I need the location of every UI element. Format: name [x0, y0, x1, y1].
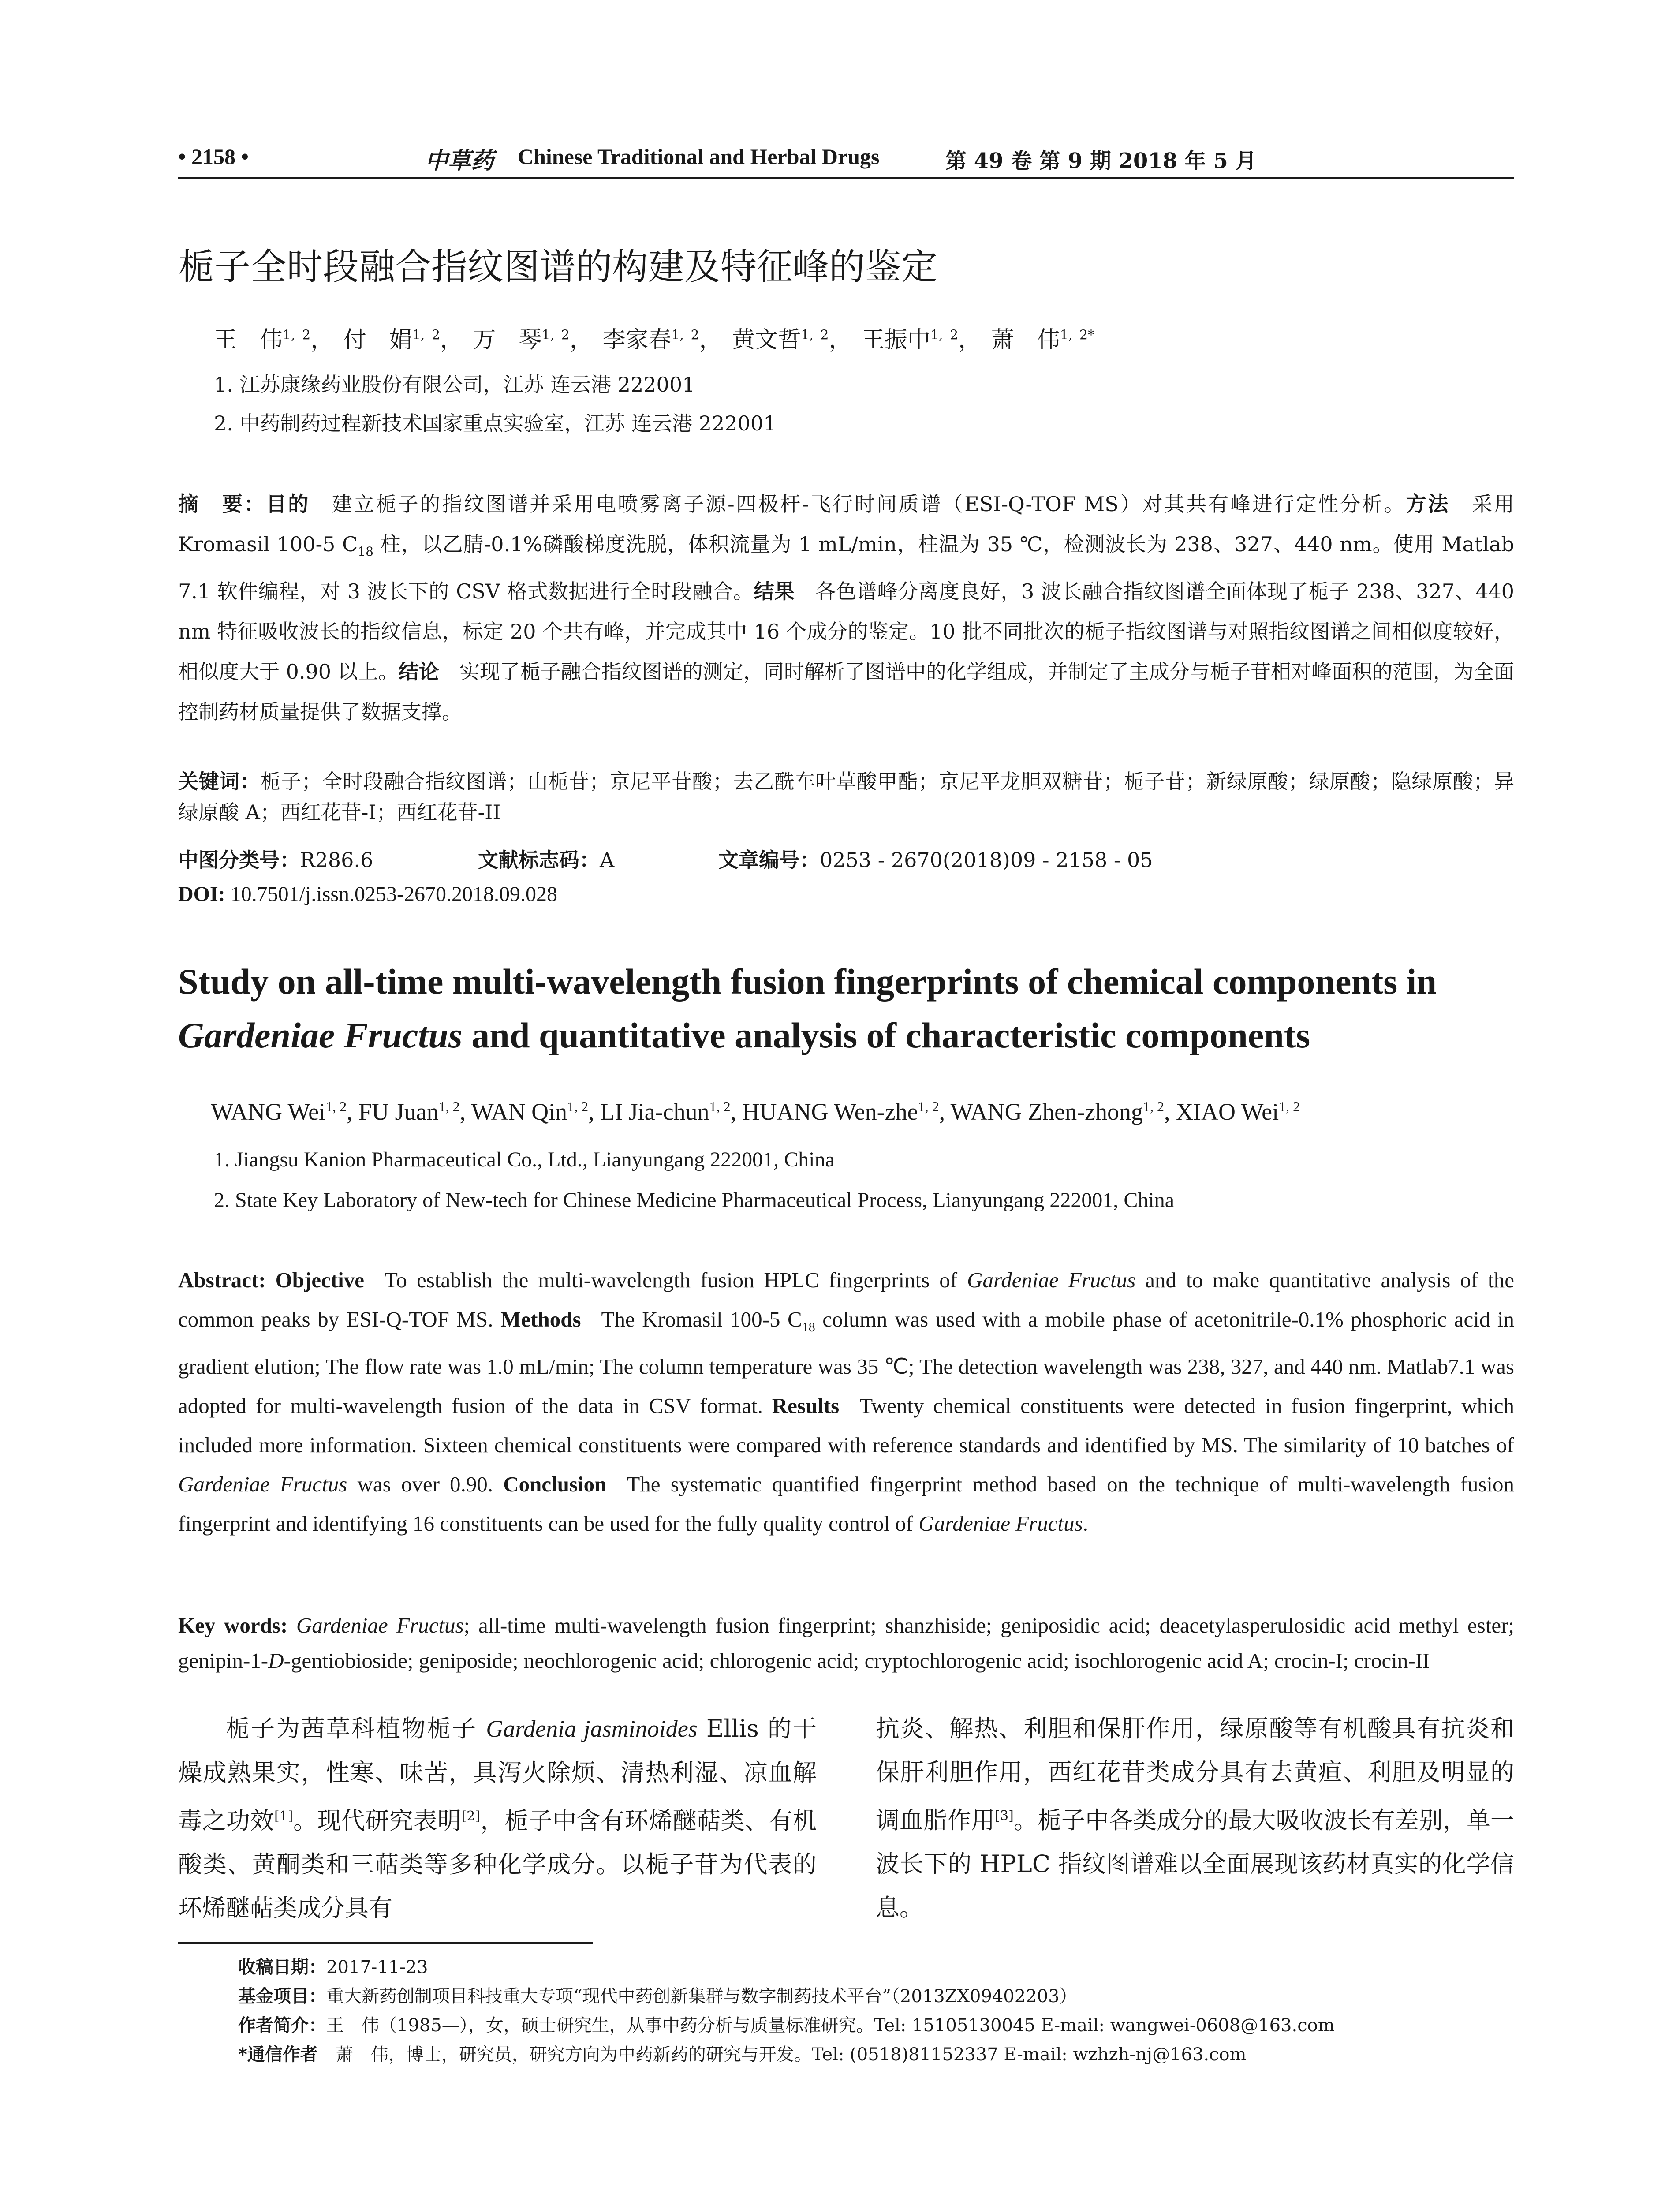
header-rule — [178, 177, 1514, 179]
author-en: WANG Zhen-zhong$^{1, 2}$ — [950, 1099, 1165, 1125]
conclusion-text: 实现了栀子融合指纹图谱的测定，同时解析了图谱中的化学组成，并制定了主成分与栀子苷相对峰面积的范围，为全面控制药材质量提供了数据支撑。 — [178, 660, 1515, 724]
keywords-zh — [178, 766, 1514, 828]
results-label: 结果 — [754, 579, 795, 604]
author-en: HUANG Wen-zhe$^{1, 2}$ — [742, 1099, 939, 1125]
methods-label: 方法 — [1406, 492, 1450, 516]
author-en: LI Jia-chun$^{1, 2}$ — [600, 1099, 731, 1125]
affiliation-en-1: 1. Jiangsu Kanion Pharmaceutical Co., Ltd., Lianyungang 222001, China — [214, 1148, 835, 1171]
body-column-right: 抗炎、解热、利胆和保肝作用，绿原酸等有机酸具有抗炎和保肝利胆作用，西红花苷类成分具有去黄疸、利胆及明显的调血脂作用[3]。栀子中各类成分的最大吸收波长有差别，单一波长下的 HPLC 指纹图谱难以全面展现该药材真实的化学信息。 — [876, 1715, 1515, 1921]
citation: [1] — [274, 1809, 293, 1824]
journal-title: Chinese Traditional and Herbal Drugs — [518, 144, 880, 169]
footnote-author: 作者简介：王 伟（1985—），女，硕士研究生，从事中药分析与质量标准研究。Tel: 15105130045 E-mail: wangwei-0608@163.com — [238, 2015, 1335, 2036]
objective-label-en: Objective — [275, 1268, 365, 1292]
author-zh: 王 伟$^{1, 2}$ — [214, 327, 311, 353]
doi: DOI: 10.7501/j.issn.0253-2670.2018.09.028 — [178, 882, 558, 906]
author-en: WAN Qin$^{1, 2}$ — [471, 1099, 589, 1125]
results-text: 各色谱峰分离度良好，3 波长融合指纹图谱全面体现了栀子 238、327、440 nm 特征吸收波长的指纹信息，标定 20 个共有峰，并完成其中 16 个成分的鉴定。10 批不同批次的栀子指纹图谱与对照指纹图谱之间相似度较好，相似度大于 0.90 以上。 — [178, 579, 1514, 684]
results-label-en: Results — [772, 1393, 840, 1418]
footnote-corresponding: *通信作者 萧 伟，博士，研究员，研究方向为中药新药的研究与开发。Tel: (0518)81152337 E-mail: wzhzh-nj@163.com — [238, 2044, 1247, 2065]
footnote-fund: 基金项目：重大新药创制项目科技重大专项“现代中药创新集群与数字制药技术平台”（2013ZX09402203） — [238, 1986, 1077, 2007]
authors-en: WANG Wei$^{1, 2}$, FU Juan$^{1, 2}$, WAN Qin$^{1, 2}$, LI Jia-chun$^{1, 2}$, HUANG Wen-zhe$^{1, 2}$, WANG Zhen-zhong$^{1, 2}$, XIAO Wei$^{1, 2}$ — [211, 1099, 1300, 1125]
author-zh: 黄文哲$^{1, 2}$ — [732, 327, 829, 353]
document-code: A — [600, 848, 615, 872]
keywords-label: 关键词： — [178, 770, 261, 793]
author-zh: 萧 伟$^{1, 2*}$ — [991, 327, 1095, 353]
abstract-en: Abstract: Objective To establish the multi-wavelength fusion HPLC fingerprints of Gardeniae Fructus and to make quantitative analysis of the common peaks by ESI-Q-TOF MS. Methods The Kromasil 100-5 $C_{18}$ column was used with a mobile phase of acetonitrile-0.1% phosphoric acid in gradient elution; The flow rate was 1.0 mL/min; The column temperature was 35 ℃; The detection wavelength was 238, 327, and 440 nm. Matlab7.1 was adopted for multi-wavelength fusion of the data in CSV format. Results Twenty chemical constituents were detected in fusion fingerprint, which included more information. Sixteen chemical constituents were compared with reference standards and identified by MS. The similarity of 10 batches of Gardeniae Fructus was over 0.90. Conclusion The systematic quantified fingerprint method based on the technique of multi-wavelength fusion fingerprint and identifying 16 constituents can be used for the fully quality control of Gardeniae Fructus. — [178, 1268, 1514, 1536]
clc-code: R286.6 — [300, 848, 373, 872]
footnote-received: 收稿日期：2017-11-23 — [238, 1957, 428, 1977]
abstract-zh: 摘 要：目的 建立栀子的指纹图谱并采用电喷雾离子源-四极杆-飞行时间质谱（ESI-Q-TOF MS）对其共有峰进行定性分析。方法 采用 Kromasil 100-5 $C_{18}$ 柱，以乙腈-0.1%磷酸梯度洗脱，体积流量为 1 mL/min，柱温为 35 ℃，检测波长为 238、327、440 nm。使用 Matlab 7.1 软件编程，对 3 波长下的 CSV 格式数据进行全时段融合。结果 各色谱峰分离度良好，3 波长融合指纹图谱全面体现了栀子 238、327、440 nm 特征吸收波长的指纹信息，标定 20 个共有峰，并完成其中 16 个成分的鉴定。10 批不同批次的栀子指纹图谱与对照指纹图谱之间相似度较好，相似度大于 0.90 以上。结论 实现了栀子融合指纹图谱的测定，同时解析了图谱中的化学组成，并制定了主成分与栀子苷相对峰面积的范围，为全面控制药材质量提供了数据支撑。 — [178, 492, 1515, 724]
abstract-label: 摘 要： — [178, 492, 266, 516]
footnote-rule — [178, 1942, 593, 1944]
objective-label: 目的 — [266, 492, 310, 516]
keywords-text: 栀子；全时段融合指纹图谱；山栀苷；京尼平苷酸；去乙酰车叶草酸甲酯；京尼平龙胆双糖苷；栀子苷；新绿原酸；绿原酸；隐绿原酸；异绿原酸 A；西红花苷-I；西红花苷-II — [178, 770, 1514, 824]
author-en: FU Juan$^{1, 2}$ — [358, 1099, 460, 1125]
conclusion-label: 结论 — [398, 660, 439, 684]
article-number: 0253 - 2670(2018)09 - 2158 - 05 — [820, 848, 1153, 872]
title-en: Study on all-time multi-wavelength fusion fingerprints of chemical components in Gardeniae Fructus and quantitative analysis of characteristic components — [178, 961, 1437, 1055]
author-zh: 李家春$^{1, 2}$ — [602, 327, 699, 353]
affiliation-zh-2: 2. 中药制药过程新技术国家重点实验室，江苏 连云港 222001 — [214, 411, 777, 435]
affiliation-en-2: 2. State Key Laboratory of New-tech for Chinese Medicine Pharmaceutical Process, Lianyungang 222001, China — [214, 1188, 1175, 1212]
journal-logo: 中草药 — [425, 147, 494, 174]
methods-text: 柱，以乙腈-0.1%磷酸梯度洗脱，体积流量为 1 mL/min，柱温为 35 ℃，检测波长为 238、327、440 nm。使用 Matlab 7.1 软件编程，对 3 波长下的 CSV 格式数据进行全时段融合。 — [178, 532, 1514, 604]
author-en: WANG Wei$^{1, 2}$ — [211, 1099, 347, 1125]
author-zh: 王振中$^{1, 2}$ — [861, 327, 959, 353]
journal-issue: 第 49 卷 第 9 期 2018 年 5 月 — [945, 149, 1257, 173]
author-zh: 万 琴$^{1, 2}$ — [473, 327, 570, 353]
page-number: • 2158 • — [178, 144, 249, 169]
author-en: XIAO Wei$^{1, 2}$ — [1176, 1099, 1300, 1125]
body-column-left: 栀子为茜草科植物栀子 Gardenia jasminoides Ellis 的干燥成熟果实，性寒、味苦，具泻火除烦、清热利湿、凉血解毒之功效[1]。现代研究表明[2]，栀子中含有环烯醚萜类、有机酸类、黄酮类和三萜类等多种化学成分。以栀子苷为代表的环烯醚萜类成分具有 — [178, 1715, 817, 1922]
citation: [3] — [995, 1808, 1014, 1824]
footnotes — [238, 1953, 1517, 2069]
affiliation-zh-1: 1. 江苏康缘药业股份有限公司，江苏 连云港 222001 — [214, 373, 695, 396]
title-zh: 栀子全时段融合指纹图谱的构建及特征峰的鉴定 — [178, 246, 938, 288]
authors-zh: 王 伟$^{1, 2}$， 付 娟$^{1, 2}$， 万 琴$^{1, 2}$， 李家春$^{1, 2}$， 黄文哲$^{1, 2}$， 王振中$^{1, 2}$， 萧 伟$^{1, 2*}$ — [214, 327, 1095, 353]
methods-label-en: Methods — [500, 1307, 581, 1331]
objective-text: 建立栀子的指纹图谱并采用电喷雾离子源-四极杆-飞行时间质谱（ESI-Q-TOF MS）对其共有峰进行定性分析。 — [330, 492, 1406, 516]
citation: [2] — [461, 1809, 480, 1824]
running-header — [178, 140, 1514, 180]
conclusion-label-en: Conclusion — [503, 1472, 607, 1496]
keywords-en: Key words: Gardeniae Fructus; all-time multi-wavelength fusion fingerprint; shanzhiside; geniposidic acid; deacetylasperulosidic acid methyl ester; genipin-1-D-gentiobioside; geniposide; neochlorogenic acid; chlorogenic acid; cryptochlorogenic acid; isochlorogenic acid A; crocin-I; crocin-II — [178, 1613, 1515, 1673]
author-zh: 付 娟$^{1, 2}$ — [343, 327, 441, 353]
